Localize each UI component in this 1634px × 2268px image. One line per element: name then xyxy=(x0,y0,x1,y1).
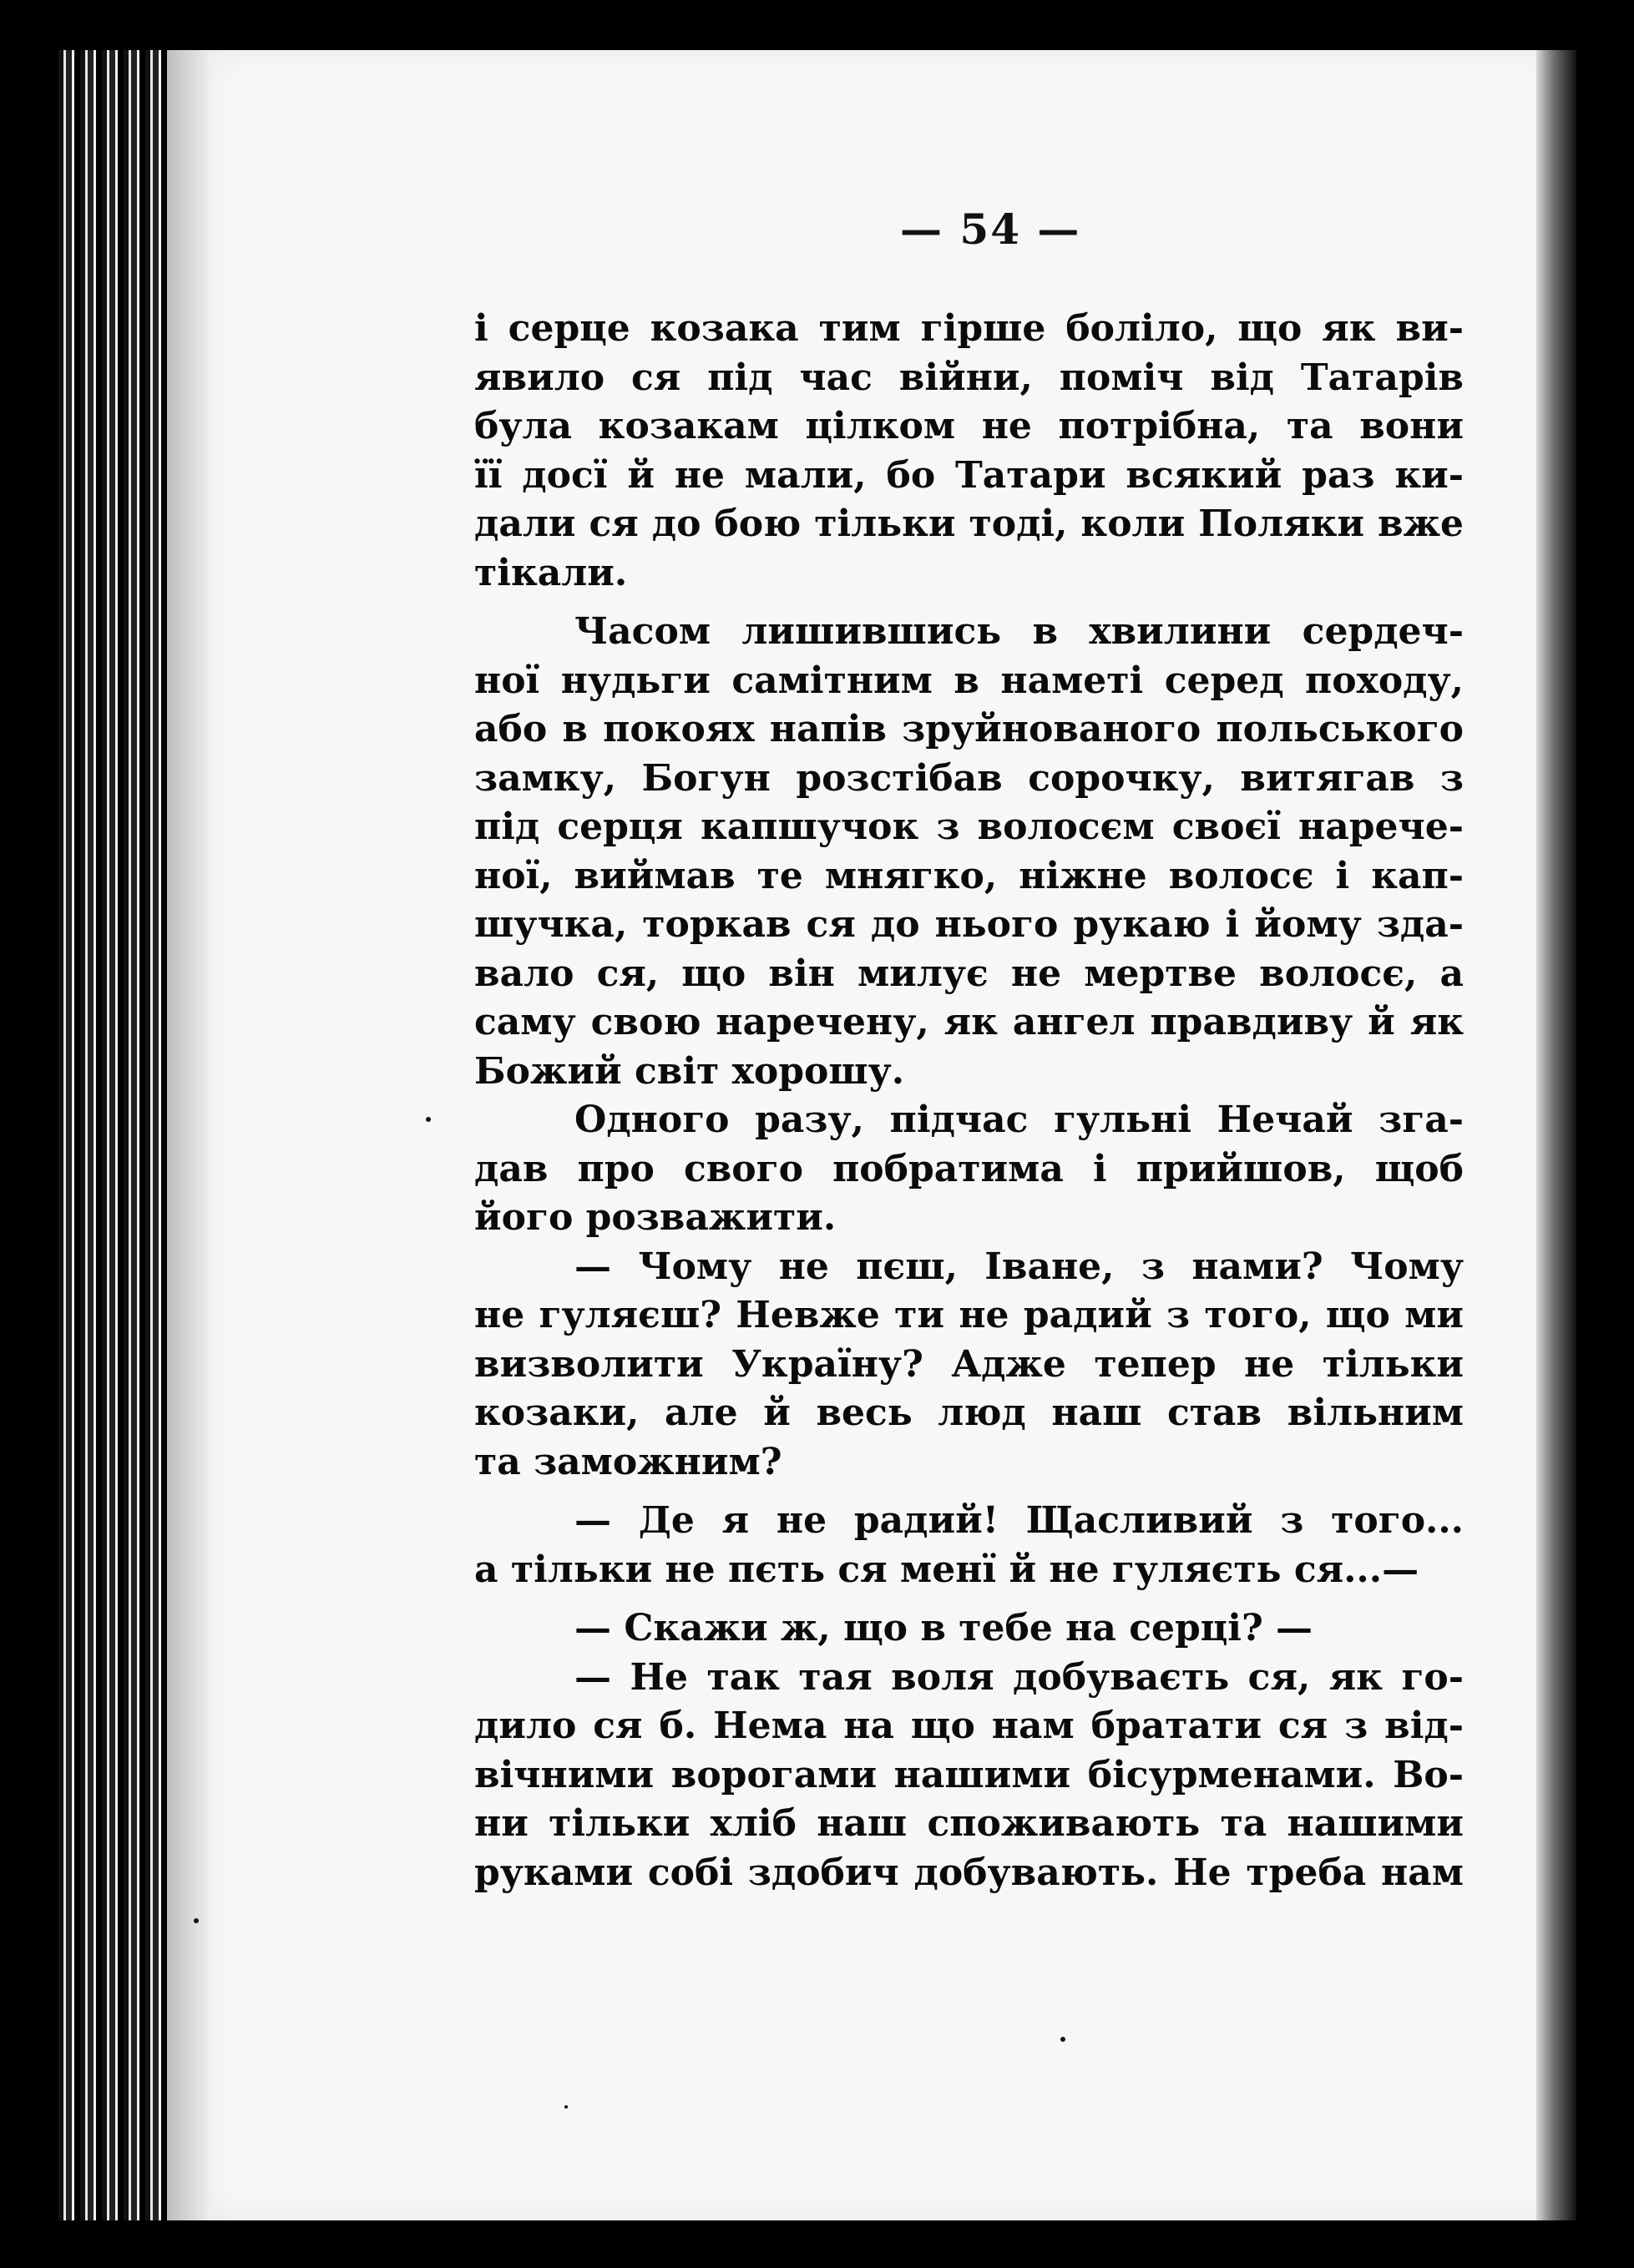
text-line: та заможним? xyxy=(474,1440,782,1483)
text-line: вічними ворогами нашими бісурменами. Во- xyxy=(474,1753,1464,1796)
text-line: а тільки не пєть ся менї й не гуляєть ся...— xyxy=(474,1548,1419,1591)
text-line: саму свою наречену, як ангел правдиву й як xyxy=(474,1001,1464,1043)
paragraph xyxy=(474,1604,1464,1654)
text-line: визволити Україну? Адже тепер не тільки xyxy=(474,1342,1464,1386)
text-line: — Скажи ж, що в тебе на серці? — xyxy=(574,1607,1313,1649)
text-line: — Не так тая воля добуваєть ся, як го- xyxy=(574,1655,1464,1699)
page-text xyxy=(474,305,1464,1897)
text-line: її досї й не мали, бо Татари всякий раз ки- xyxy=(474,453,1464,497)
text-line: або в покоях напів зруйнованого польського xyxy=(474,708,1464,750)
paragraph-gap xyxy=(474,598,1464,608)
paragraph xyxy=(474,1497,1464,1594)
text-line: під серця капшучок з волосєм своєї нарече- xyxy=(474,806,1464,848)
text-line: була козакам цілком не потрібна, та вони xyxy=(474,405,1464,447)
paragraph xyxy=(474,1654,1464,1898)
page-number: — 54 — xyxy=(900,205,1081,254)
text-line: Божий світ хорошу. xyxy=(474,1049,905,1093)
text-line: вало ся, що він милує не мертве волосє, а xyxy=(474,952,1464,995)
text-line: ни тільки хліб наш споживають та нашими xyxy=(474,1802,1464,1845)
scan-speck xyxy=(426,1117,431,1122)
paragraph xyxy=(474,608,1464,1096)
text-line: — Де я не радий! Щасливий з того... xyxy=(574,1499,1464,1542)
paragraph-gap xyxy=(474,1487,1464,1497)
text-line: ної, виймав те мнягко, ніжне волосє і кап- xyxy=(474,854,1464,897)
text-line: не гуляєш? Невже ти не радий з того, що ми xyxy=(474,1294,1464,1336)
text-line: козаки, але й весь люд наш став вільним xyxy=(474,1392,1464,1434)
text-line: шучка, торкав ся до нього рукаю і йому зда- xyxy=(474,903,1464,946)
paragraph xyxy=(474,305,1464,598)
text-line: його розважити. xyxy=(474,1196,837,1239)
text-line: дав про свого побратима і прийшов, щоб xyxy=(474,1147,1464,1190)
text-line: Одного разу, підчас гульні Нечай зга- xyxy=(574,1099,1464,1141)
scan-speck xyxy=(194,1918,199,1923)
text-line: ної нудьги самітним в наметі серед походу, xyxy=(474,659,1464,702)
text-line: руками собі здобич добувають. Не треба нам xyxy=(474,1851,1464,1894)
text-line: дали ся до бою тільки тоді, коли Поляки вже xyxy=(474,503,1464,545)
text-line: Часом лишившись в хвилини сердеч- xyxy=(574,610,1464,653)
scan-speck xyxy=(564,2105,568,2109)
text-line: замку, Богун розстібав сорочку, витягав з xyxy=(474,756,1464,800)
book-right-edge xyxy=(1536,50,1576,2220)
text-line: явило ся під час війни, поміч від Татарів xyxy=(474,356,1464,399)
text-line: дило ся б. Нема на що нам братати ся з від- xyxy=(474,1705,1464,1747)
paragraph-gap xyxy=(474,1594,1464,1604)
paragraph xyxy=(474,1243,1464,1488)
text-line: тікали. xyxy=(474,551,628,594)
paragraph xyxy=(474,1096,1464,1243)
text-line: — Чому не пєш, Іване, з нами? Чому xyxy=(574,1245,1464,1288)
scan-speck xyxy=(1060,2037,1065,2042)
text-line: і серце козака тим гірше боліло, що як ви- xyxy=(474,307,1464,350)
